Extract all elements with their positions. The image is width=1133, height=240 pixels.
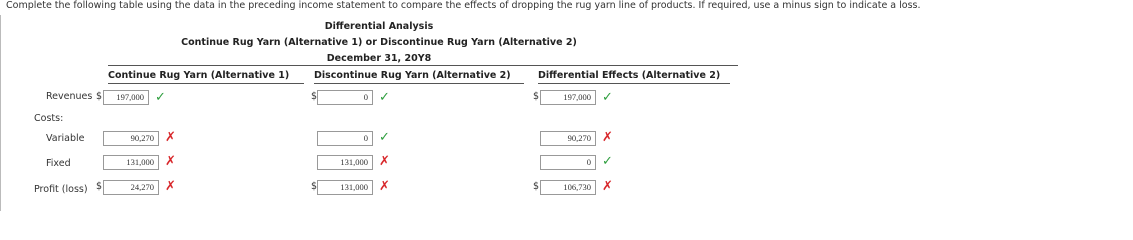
incorrect-x-icon: ✗ [379,179,390,194]
header-subtitle: Continue Rug Yarn (Alternative 1) or Discontinue Rug Yarn (Alternative 2) [181,37,577,48]
correct-check-icon: ✓ [379,130,390,145]
dollar-sign: $ [533,181,540,192]
dollar-sign: $ [533,91,540,102]
correct-check-icon: ✓ [379,90,390,105]
col-header-continue: Continue Rug Yarn (Alternative 1) [108,70,290,81]
revenues-continue-input[interactable]: 197,000 [103,90,149,105]
incorrect-x-icon: ✗ [165,154,176,169]
row-label-variable: Variable [46,133,85,144]
variable-differential-input[interactable]: 90,270 [540,131,596,146]
col-header-discontinue: Discontinue Rug Yarn (Alternative 2) [314,70,511,81]
instruction-text: Complete the following table using the data in the preceding income statement to compare the effects of dropping the rug yarn line of products. If required, use a minus sign to indicate a loss. [6,0,921,11]
row-label-profit-loss: Profit (loss) [34,184,88,195]
dollar-sign: $ [311,181,318,192]
incorrect-x-icon: ✗ [165,130,176,145]
variable-discontinue-input[interactable]: 0 [317,131,373,146]
correct-check-icon: ✓ [602,90,613,105]
correct-check-icon: ✓ [602,154,613,169]
fixed-differential-input[interactable]: 0 [540,155,596,170]
dollar-sign: $ [96,91,103,102]
revenues-differential-input[interactable]: 197,000 [540,90,596,105]
fixed-discontinue-input[interactable]: 131,000 [317,155,373,170]
col-rule-1 [108,83,304,84]
variable-continue-input[interactable]: 90,270 [103,131,159,146]
col-rule-3 [538,83,730,84]
profit-differential-input[interactable]: 106,730 [540,180,596,195]
dollar-sign: $ [96,181,103,192]
col-header-differential: Differential Effects (Alternative 2) [538,70,721,81]
header-title: Differential Analysis [324,21,434,32]
profit-continue-input[interactable]: 24,270 [103,180,159,195]
incorrect-x-icon: ✗ [165,179,176,194]
fixed-continue-input[interactable]: 131,000 [103,155,159,170]
incorrect-x-icon: ✗ [602,130,613,145]
profit-discontinue-input[interactable]: 131,000 [317,180,373,195]
incorrect-x-icon: ✗ [379,154,390,169]
dollar-sign: $ [311,91,318,102]
row-label-revenues: Revenues [46,91,93,102]
header-rule [108,65,738,66]
row-label-fixed: Fixed [46,158,71,169]
row-label-costs: Costs: [34,113,64,124]
revenues-discontinue-input[interactable]: 0 [317,90,373,105]
correct-check-icon: ✓ [155,90,166,105]
header-date: December 31, 20Y8 [326,53,432,64]
incorrect-x-icon: ✗ [602,179,613,194]
col-rule-2 [314,83,524,84]
